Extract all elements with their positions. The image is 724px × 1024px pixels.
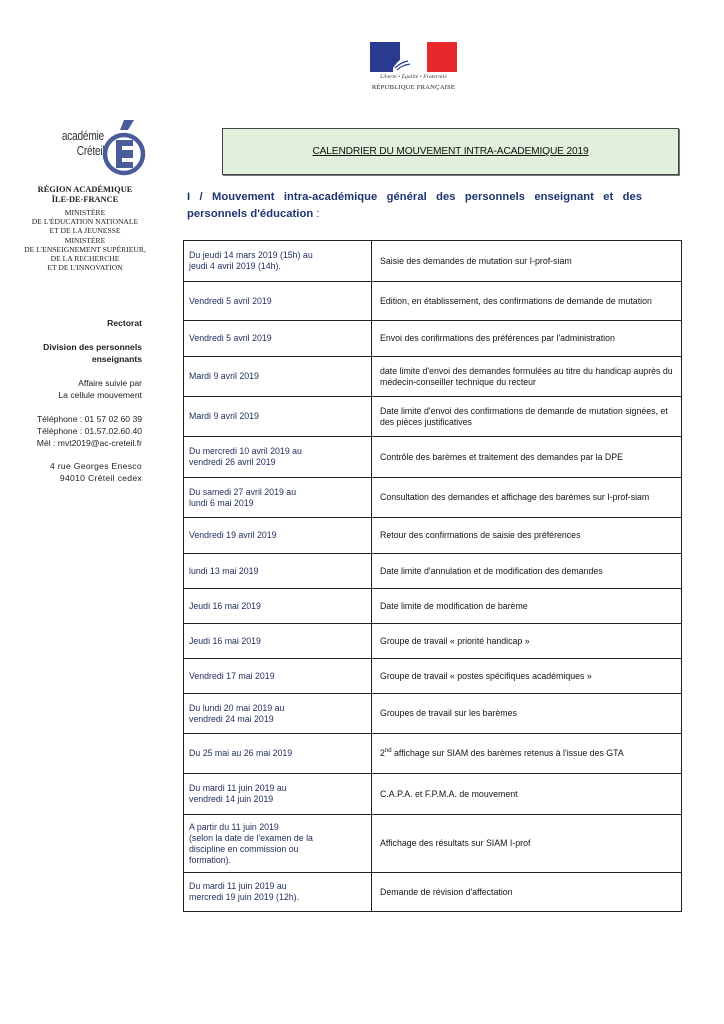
- academy-logo-line1: académie: [61, 128, 104, 143]
- marianne-profile-icon: [387, 44, 431, 72]
- date-line: jeudi 4 avril 2019 (14h).: [189, 261, 281, 271]
- date-cell: [184, 815, 372, 873]
- date-cell: [184, 397, 372, 437]
- table-row: [184, 437, 682, 478]
- republic-name: RÉPUBLIQUE FRANÇAISE: [371, 84, 456, 91]
- date-cell: [184, 694, 372, 734]
- division-line: enseignants: [91, 354, 142, 364]
- date-cell: [184, 321, 372, 357]
- date-cell: [184, 734, 372, 774]
- ministere-line: DE L'ENSEIGNEMENT SUPÉRIEUR,: [24, 245, 146, 254]
- date-line: (selon la date de l'examen de la: [189, 832, 313, 843]
- description-text: Demande de révision d'affectation: [380, 886, 513, 897]
- description-cell: [372, 624, 682, 659]
- date-line: lundi 13 mai 2019: [189, 565, 259, 576]
- ordinal-suffix: nd: [384, 748, 392, 755]
- date-line: Du lundi 20 mai 2019 au: [189, 702, 285, 713]
- date-cell: [184, 241, 372, 282]
- address: [50, 460, 142, 484]
- date-line: Vendredi 19 avril 2019: [189, 530, 277, 540]
- date-line: lundi 6 mai 2019: [189, 497, 254, 508]
- description-cell: [372, 321, 682, 357]
- date-line: Jeudi 16 mai 2019: [189, 635, 261, 646]
- table-row: [184, 518, 682, 554]
- table-row: [184, 659, 682, 694]
- division-line: Division des personnels: [43, 342, 142, 352]
- document-title: CALENDRIER DU MOUVEMENT INTRA-ACADEMIQUE 2019: [312, 146, 589, 157]
- date-cell: [184, 589, 372, 624]
- academie-creteil-logo: [50, 116, 150, 182]
- date-cell: [184, 357, 372, 397]
- affaire-suivie: [58, 377, 142, 401]
- affaire-line: Affaire suivie par: [78, 378, 142, 388]
- date-line: Du jeudi 14 mars 2019 (15h) au: [189, 250, 313, 260]
- date-cell: [184, 518, 372, 554]
- description-text: Groupe de travail « postes spécifiques académiques »: [380, 670, 592, 681]
- telephone-1: Téléphone : 01 57 02 60 39: [36, 414, 142, 424]
- table-row: [184, 282, 682, 321]
- description-cell: [372, 518, 682, 554]
- description-text: Retour des confirmations de saisie des préférences: [380, 530, 581, 540]
- date-cell: [184, 554, 372, 589]
- email-link[interactable]: Mél : mvt2019@ac-creteil.fr: [36, 438, 142, 448]
- date-line: formation).: [189, 854, 232, 865]
- description-cell: [372, 659, 682, 694]
- ministere-line: DE LA RECHERCHE: [50, 254, 120, 263]
- description-text: date limite d'envoi des demandes formulées au titre du handicap auprès du médecin-conseiller technique du recteur: [380, 365, 673, 387]
- academy-logo-line2: Créteil: [76, 143, 104, 158]
- table-row: [184, 554, 682, 589]
- description-cell: [372, 397, 682, 437]
- description-text: C.A.P.A. et F.P.M.A. de mouvement: [380, 788, 518, 799]
- date-line: discipline en commission ou: [189, 843, 299, 854]
- telephone-2: Téléphone : 01.57.02.60.40: [36, 426, 142, 436]
- date-cell: [184, 659, 372, 694]
- ministere-line: ET DE L'INNOVATION: [47, 263, 123, 272]
- date-line: Vendredi 17 mai 2019: [189, 670, 275, 681]
- description-cell: [372, 282, 682, 321]
- description-cell: [372, 734, 682, 774]
- description-cell: [372, 554, 682, 589]
- table-row: [184, 694, 682, 734]
- table-row: [184, 734, 682, 774]
- table-row: [184, 589, 682, 624]
- division-label: [43, 341, 142, 365]
- date-line: Mardi 9 avril 2019: [189, 411, 259, 421]
- date-cell: [184, 282, 372, 321]
- description-cell: [372, 873, 682, 912]
- ministere-line: MINISTÈRE: [64, 236, 106, 245]
- date-line: Du 25 mai au 26 mai 2019: [189, 748, 293, 758]
- region-academique: [12, 185, 158, 204]
- date-line: Du samedi 27 avril 2019 au: [189, 486, 297, 497]
- table-row: [184, 241, 682, 282]
- republique-francaise-logo: [367, 42, 460, 102]
- description-text: Groupe de travail « priorité handicap »: [380, 635, 530, 646]
- date-line: Mardi 9 avril 2019: [189, 371, 259, 381]
- section-heading-line1: I / Mouvement intra-académique général des personnels enseignant et des: [187, 191, 642, 203]
- description-text: affichage sur SIAM des barèmes retenus à l'issue des GTA: [391, 748, 624, 758]
- description-text: Saisie des demandes de mutation sur I-prof-siam: [380, 255, 572, 266]
- address-line: 4 rue Georges Enesco: [50, 461, 142, 471]
- table-row: [184, 815, 682, 873]
- description-text: Affichage des résultats sur SIAM I-prof: [380, 838, 531, 848]
- description-text: Date limite de modification de barème: [380, 600, 528, 611]
- ordinal-number: 2: [380, 748, 385, 758]
- table-row: [184, 873, 682, 912]
- table-row: [184, 774, 682, 815]
- description-text: Date limite d'annulation et de modification des demandes: [380, 565, 603, 576]
- date-line: Jeudi 16 mai 2019: [189, 600, 261, 611]
- date-cell: [184, 624, 372, 659]
- description-cell: [372, 241, 682, 282]
- date-line: Vendredi 5 avril 2019: [189, 333, 272, 343]
- table-row: [184, 321, 682, 357]
- date-cell: [184, 774, 372, 815]
- ministere-line: DE L'ÉDUCATION NATIONALE: [31, 217, 139, 226]
- address-line: 94010 Créteil cedex: [59, 473, 142, 483]
- ministere-line: ET DE LA JEUNESSE: [49, 226, 121, 235]
- section-heading-line2: personnels d'éducation: [187, 208, 314, 220]
- section-heading: [187, 189, 642, 223]
- calendar-table: [183, 240, 682, 912]
- date-line: Du mardi 11 juin 2019 au: [189, 783, 287, 793]
- ministere-education: [12, 208, 158, 235]
- table-row: [184, 357, 682, 397]
- section-heading-colon: :: [313, 208, 320, 220]
- description-cell: [372, 357, 682, 397]
- description-text: Edition, en établissement, des confirmations de demande de mutation: [380, 295, 652, 306]
- description-cell: [372, 437, 682, 478]
- academy-e-emblem-icon: [102, 116, 150, 182]
- description-cell: [372, 694, 682, 734]
- date-line: vendredi 26 avril 2019: [189, 457, 276, 467]
- description-cell: [372, 478, 682, 518]
- description-text: Date limite d'envoi des confirmations de demande de mutation signées, et des pièces justificatives: [380, 405, 668, 427]
- region-line: RÉGION ACADÉMIQUE: [37, 185, 133, 194]
- description-text: Contrôle des barèmes et traitement des demandes par la DPE: [380, 451, 624, 462]
- table-row: [184, 478, 682, 518]
- contact-details: [37, 413, 142, 449]
- ministere-line: MINISTÈRE: [64, 208, 106, 217]
- description-cell: [372, 815, 682, 873]
- description-cell: [372, 589, 682, 624]
- description-text: Consultation des demandes et affichage des barèmes sur I-prof-siam: [380, 492, 650, 502]
- date-line: Du mardi 11 juin 2019 au: [189, 881, 287, 891]
- table-row: [184, 624, 682, 659]
- date-cell: [184, 873, 372, 912]
- ministere-enseignement: [12, 236, 158, 272]
- description-cell: [372, 774, 682, 815]
- date-line: Vendredi 5 avril 2019: [189, 295, 272, 306]
- date-line: vendredi 14 juin 2019: [189, 794, 274, 804]
- date-line: A partir du 11 juin 2019: [189, 821, 279, 832]
- description-text: Groupes de travail sur les barèmes: [380, 708, 517, 718]
- date-line: vendredi 24 mai 2019: [189, 713, 274, 724]
- date-line: Du mercredi 10 avril 2019 au: [189, 446, 302, 456]
- date-line: mercredi 19 juin 2019 (12h).: [189, 892, 300, 902]
- date-cell: [184, 478, 372, 518]
- rectorat-label: Rectorat: [107, 318, 142, 328]
- affaire-line: La cellule mouvement: [58, 390, 142, 400]
- description-text: Envoi des confirmations des préférences par l'administration: [380, 333, 615, 343]
- table-row: [184, 397, 682, 437]
- document-title-box: [222, 128, 679, 175]
- region-line: ÎLE-DE-FRANCE: [51, 194, 119, 204]
- date-cell: [184, 437, 372, 478]
- republic-motto: Liberté • Égalité • Fraternité: [380, 74, 447, 80]
